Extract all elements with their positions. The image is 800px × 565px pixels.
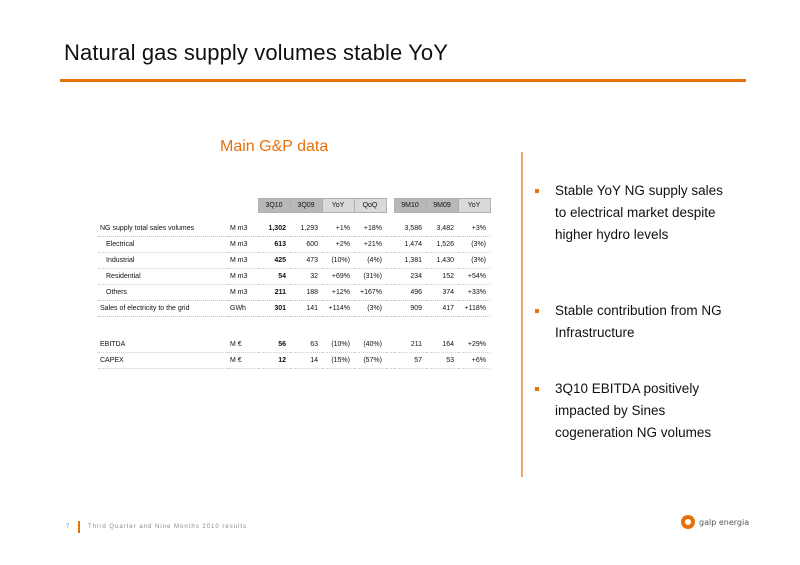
header-yoy-q: YoY bbox=[322, 199, 354, 213]
cell: 54 bbox=[258, 269, 290, 285]
cell: 301 bbox=[258, 301, 290, 317]
galp-logo bbox=[681, 515, 749, 529]
cell: 164 bbox=[426, 337, 458, 353]
row-label: EBITDA bbox=[98, 337, 228, 353]
cell: 3,482 bbox=[426, 221, 458, 237]
row-label: Industrial bbox=[98, 253, 228, 269]
cell: 57 bbox=[394, 353, 426, 369]
cell: 211 bbox=[394, 337, 426, 353]
header-yoy-9m: YoY bbox=[458, 199, 490, 213]
cell: (40%) bbox=[354, 337, 386, 353]
cell: 12 bbox=[258, 353, 290, 369]
cell: +33% bbox=[458, 285, 490, 301]
bullet-square-icon bbox=[535, 387, 539, 391]
cell: 374 bbox=[426, 285, 458, 301]
cell: 3,586 bbox=[394, 221, 426, 237]
cell: (10%) bbox=[322, 337, 354, 353]
row-label: Sales of electricity to the grid bbox=[98, 301, 228, 317]
cell: 1,430 bbox=[426, 253, 458, 269]
row-label: Electrical bbox=[98, 237, 228, 253]
cell: (10%) bbox=[322, 253, 354, 269]
cell: +18% bbox=[354, 221, 386, 237]
footer-divider bbox=[78, 521, 80, 533]
logo-text: galp energia bbox=[699, 517, 750, 527]
cell: 56 bbox=[258, 337, 290, 353]
cell: 417 bbox=[426, 301, 458, 317]
cell: +118% bbox=[458, 301, 490, 317]
header-qoq: QoQ bbox=[354, 199, 386, 213]
cell: 211 bbox=[258, 285, 290, 301]
bullet-item bbox=[535, 300, 735, 344]
cell: 613 bbox=[258, 237, 290, 253]
cell: 53 bbox=[426, 353, 458, 369]
row-label: NG supply total sales volumes bbox=[98, 221, 228, 237]
row-unit: GWh bbox=[228, 301, 258, 317]
cell: (3%) bbox=[354, 301, 386, 317]
cell: 234 bbox=[394, 269, 426, 285]
cell: 496 bbox=[394, 285, 426, 301]
bullet-text: 3Q10 EBITDA positively impacted by Sines cogeneration NG volumes bbox=[555, 381, 712, 440]
cell: (31%) bbox=[354, 269, 386, 285]
bullet-item bbox=[535, 378, 735, 444]
cell: +2% bbox=[322, 237, 354, 253]
cell: 1,302 bbox=[258, 221, 290, 237]
cell: +114% bbox=[322, 301, 354, 317]
header-9m09: 9M09 bbox=[426, 199, 458, 213]
cell: 14 bbox=[290, 353, 322, 369]
header-3q09: 3Q09 bbox=[290, 199, 322, 213]
bullet-text: Stable YoY NG supply sales to electrical market despite higher hydro levels bbox=[555, 183, 723, 242]
header-3q10: 3Q10 bbox=[258, 199, 290, 213]
cell: 152 bbox=[426, 269, 458, 285]
row-unit: M m3 bbox=[228, 237, 258, 253]
cell: +6% bbox=[458, 353, 490, 369]
cell: 141 bbox=[290, 301, 322, 317]
galp-logo-icon bbox=[681, 515, 695, 529]
cell: 909 bbox=[394, 301, 426, 317]
table-row bbox=[98, 353, 490, 369]
row-unit: M € bbox=[228, 353, 258, 369]
row-unit: M m3 bbox=[228, 285, 258, 301]
cell: +69% bbox=[322, 269, 354, 285]
cell: (57%) bbox=[354, 353, 386, 369]
cell: (3%) bbox=[458, 237, 490, 253]
table-row bbox=[98, 253, 490, 269]
row-label: CAPEX bbox=[98, 353, 228, 369]
cell: 1,526 bbox=[426, 237, 458, 253]
title-rule bbox=[60, 79, 746, 82]
table-row bbox=[98, 269, 490, 285]
row-unit: M m3 bbox=[228, 253, 258, 269]
table-row bbox=[98, 221, 490, 237]
vertical-divider bbox=[521, 152, 523, 477]
row-unit: M m3 bbox=[228, 269, 258, 285]
cell: 1,293 bbox=[290, 221, 322, 237]
bullet-square-icon bbox=[535, 309, 539, 313]
bullet-square-icon bbox=[535, 189, 539, 193]
cell: 473 bbox=[290, 253, 322, 269]
cell: 1,474 bbox=[394, 237, 426, 253]
bullet-item bbox=[535, 180, 735, 246]
row-label: Others bbox=[98, 285, 228, 301]
table-row bbox=[98, 237, 490, 253]
cell: 32 bbox=[290, 269, 322, 285]
cell: 600 bbox=[290, 237, 322, 253]
cell: +3% bbox=[458, 221, 490, 237]
row-unit: M € bbox=[228, 337, 258, 353]
cell: 63 bbox=[290, 337, 322, 353]
cell: +21% bbox=[354, 237, 386, 253]
cell: +167% bbox=[354, 285, 386, 301]
cell: (3%) bbox=[458, 253, 490, 269]
cell: 188 bbox=[290, 285, 322, 301]
cell: +12% bbox=[322, 285, 354, 301]
cell: +1% bbox=[322, 221, 354, 237]
section-title: Main G&P data bbox=[220, 138, 329, 155]
footer-text: Third Quarter and Nine Months 2010 results bbox=[88, 524, 248, 530]
cell: (4%) bbox=[354, 253, 386, 269]
cell: (15%) bbox=[322, 353, 354, 369]
cell: +29% bbox=[458, 337, 490, 353]
page-number: 7 bbox=[66, 524, 70, 530]
header-9m10: 9M10 bbox=[394, 199, 426, 213]
cell: 425 bbox=[258, 253, 290, 269]
table-row bbox=[98, 301, 490, 317]
gp-data-table bbox=[98, 198, 491, 369]
cell: +54% bbox=[458, 269, 490, 285]
row-label: Residential bbox=[98, 269, 228, 285]
table-header-row bbox=[98, 199, 490, 213]
page-title: Natural gas supply volumes stable YoY bbox=[64, 40, 449, 65]
bullet-text: Stable contribution from NG Infrastructure bbox=[555, 303, 722, 340]
table-row bbox=[98, 285, 490, 301]
row-unit: M m3 bbox=[228, 221, 258, 237]
cell: 1,381 bbox=[394, 253, 426, 269]
table-row bbox=[98, 337, 490, 353]
